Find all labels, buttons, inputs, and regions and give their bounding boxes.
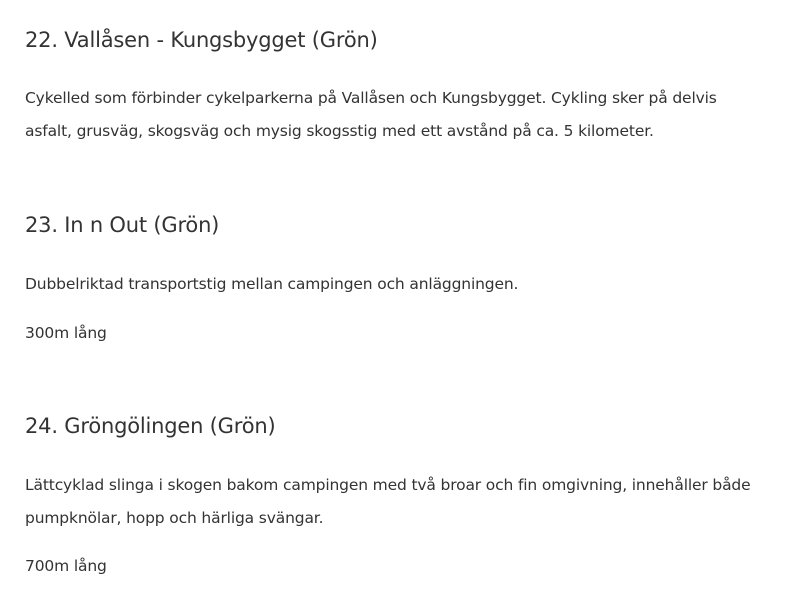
trail-heading: 24. Gröngölingen (Grön) (25, 414, 276, 438)
trail-section-23 (25, 212, 767, 342)
trail-heading: 22. Vallåsen - Kungsbygget (Grön) (25, 28, 378, 52)
trail-length: 700m lång (25, 557, 107, 575)
trail-description: Cykelled som förbinder cykelparkerna på Vallåsen och Kungsbygget. Cykling sker på delvis asfalt, grusväg, skogsväg och mysig skogsstig med ett avstånd på ca. 5 kilometer. (25, 89, 717, 140)
trail-length: 300m lång (25, 324, 107, 342)
trail-description: Lättcyklad slinga i skogen bakom campingen med två broar och fin omgivning, innehåller både pumpknölar, hopp och härliga svängar. (25, 476, 751, 527)
trail-description: Dubbelriktad transportstig mellan campingen och anläggningen. (25, 275, 519, 293)
trail-section-24 (25, 413, 767, 575)
trail-heading: 23. In n Out (Grön) (25, 213, 220, 237)
trail-section-22 (25, 27, 767, 140)
